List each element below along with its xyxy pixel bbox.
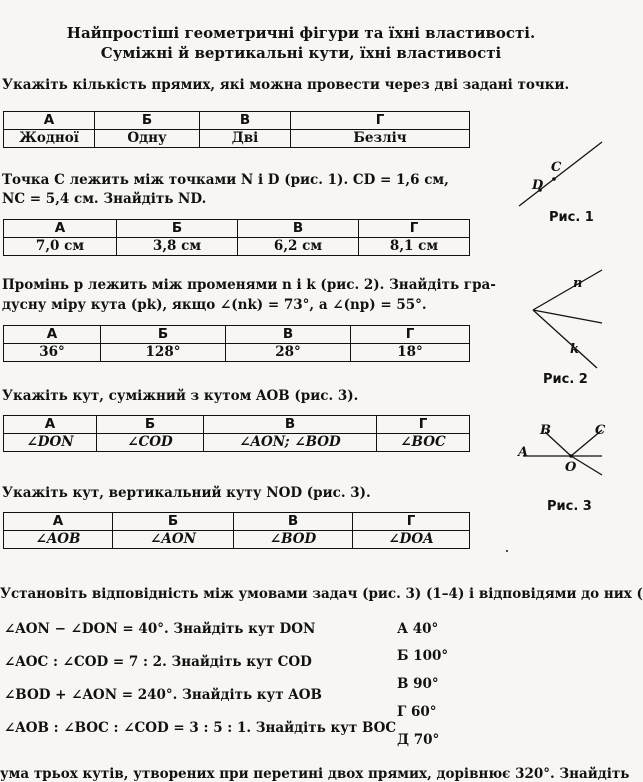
q2-letter-v: В — [238, 220, 359, 238]
q6-condition-3: ∠BOD + ∠AON = 240°. Знайдіть кут AOB — [4, 687, 322, 703]
q4-answer-a: ∠DON — [4, 434, 97, 452]
question-3-line2: дусну міру кута (pk), якщо ∠(nk) = 73°, а ∠(np) = 55°. — [2, 297, 427, 313]
q4-answer-v: ∠AON; ∠BOD — [204, 434, 377, 452]
question-1-text: Укажіть кількість прямих, які можна провести через дві задані точки. — [2, 77, 570, 93]
q1-answer-b: Одну — [95, 130, 200, 148]
q1-letter-g: Г — [291, 112, 470, 130]
q5-answer-v: ∠BOD — [234, 531, 353, 549]
q1-answer-g: Безліч — [291, 130, 470, 148]
q3-letter-b: Б — [101, 326, 226, 344]
question-4-options — [3, 415, 470, 452]
q2-answer-a: 7,0 см — [4, 238, 117, 256]
figure-2-drawing — [525, 268, 602, 368]
q3-answer-g: 18° — [351, 344, 470, 362]
fig2-label-k: k — [570, 342, 580, 357]
fig2-ray-p — [533, 310, 602, 323]
fig2-caption: Рис. 2 — [543, 372, 588, 387]
question-5-options — [3, 512, 470, 549]
question-2-line1: Точка C лежить між точками N і D (рис. 1). CD = 1,6 см, — [2, 172, 449, 188]
q3-letter-a: А — [4, 326, 101, 344]
fig3-caption: Рис. 3 — [547, 499, 592, 514]
q1-answer-a: Жодної — [4, 130, 95, 148]
q5-letter-v: В — [234, 513, 353, 531]
q5-letter-b: Б — [113, 513, 234, 531]
q5-answer-g: ∠DOA — [353, 531, 470, 549]
q1-letter-b: Б — [95, 112, 200, 130]
q3-answer-v: 28° — [226, 344, 351, 362]
q4-letter-v: В — [204, 416, 377, 434]
question-2-options — [3, 219, 470, 256]
q5-answer-b: ∠AON — [113, 531, 234, 549]
q5-answer-a: ∠AOB — [4, 531, 113, 549]
q3-letter-v: В — [226, 326, 351, 344]
q4-letter-g: Г — [377, 416, 470, 434]
fig3-label-a: A — [518, 445, 529, 460]
q3-answer-b: 128° — [101, 344, 226, 362]
q4-letter-b: Б — [97, 416, 204, 434]
q6-option-g: Г 60° — [397, 704, 437, 720]
q2-letter-g: Г — [359, 220, 470, 238]
q3-answer-a: 36° — [4, 344, 101, 362]
question-4-text: Укажіть кут, суміжний з кутом AOB (рис. 3). — [2, 388, 359, 404]
q3-letter-g: Г — [351, 326, 470, 344]
fig3-label-o: O — [565, 460, 577, 475]
q2-answer-v: 6,2 см — [238, 238, 359, 256]
q1-letter-v: В — [200, 112, 291, 130]
q6-condition-2: ∠AOC : ∠COD = 7 : 2. Знайдіть кут COD — [4, 654, 312, 670]
q2-answer-g: 8,1 см — [359, 238, 470, 256]
fig2-label-n: n — [573, 276, 583, 291]
q6-option-b: Б 100° — [397, 648, 449, 664]
question-6-text: Установіть відповідність між умовами задач (рис. 3) (1–4) і відповідями до них ( — [0, 586, 643, 602]
question-5-text: Укажіть кут, вертикальний куту NOD (рис. 3). — [2, 485, 371, 501]
q2-letter-b: Б — [117, 220, 238, 238]
q6-condition-1: ∠AON − ∠DON = 40°. Знайдіть кут DON — [4, 621, 316, 637]
figure-1-drawing — [515, 140, 602, 210]
q5-letter-a: А — [4, 513, 113, 531]
fig2-ray-k — [533, 310, 597, 368]
fig1-point-c — [552, 177, 556, 181]
q6-condition-4: ∠AOB : ∠BOC : ∠COD = 3 : 5 : 1. Знайдіть кут BOC — [4, 720, 397, 736]
q2-letter-a: А — [4, 220, 117, 238]
q2-answer-b: 3,8 см — [117, 238, 238, 256]
q6-option-v: В 90° — [397, 676, 439, 692]
q4-answer-g: ∠BOC — [377, 434, 470, 452]
question-2-line2: NC = 5,4 см. Знайдіть ND. — [2, 191, 207, 207]
fig3-label-b: B — [540, 423, 551, 438]
fig1-caption: Рис. 1 — [549, 210, 594, 225]
page-title-line2: Суміжні й вертикальні кути, їхні властивості — [100, 44, 502, 62]
fig1-label-c: C — [551, 160, 562, 175]
q1-answer-v: Дві — [200, 130, 291, 148]
fig3-point-o — [569, 454, 573, 458]
page-title-line1: Найпростіші геометричні фігури та їхні властивості. — [66, 24, 536, 42]
stray-dot — [506, 550, 508, 552]
q4-letter-a: А — [4, 416, 97, 434]
question-7-text: ума трьох кутів, утворених при перетині двох прямих, дорівнює 320°. Знайдіть — [0, 766, 630, 782]
q6-option-d: Д 70° — [397, 732, 440, 748]
fig2-ray-n — [533, 270, 602, 310]
q1-letter-a: А — [4, 112, 95, 130]
q6-option-a: А 40° — [397, 621, 439, 637]
q4-answer-b: ∠COD — [97, 434, 204, 452]
question-1-options — [3, 111, 470, 148]
question-3-line1: Промінь p лежить між променями n і k (рис. 2). Знайдіть гра- — [2, 277, 496, 293]
question-3-options — [3, 325, 470, 362]
q5-letter-g: Г — [353, 513, 470, 531]
fig3-label-c: C — [595, 423, 606, 438]
fig1-label-d: D — [532, 178, 544, 193]
